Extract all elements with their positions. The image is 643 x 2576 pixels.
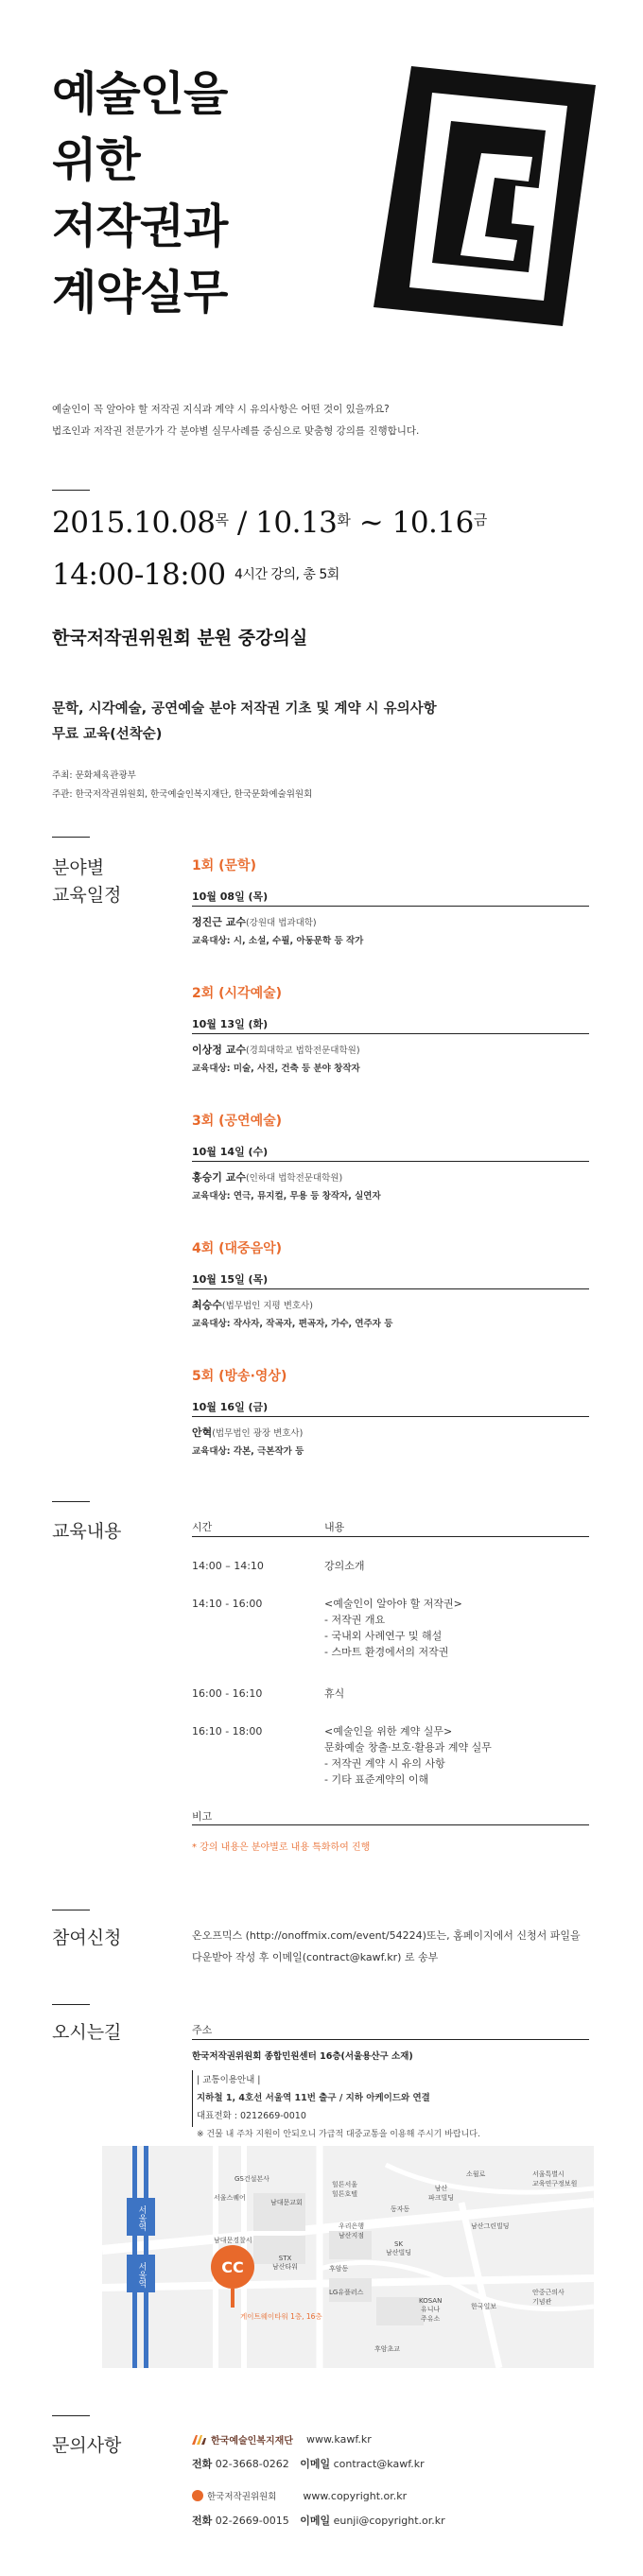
location-map[interactable] (102, 2146, 594, 2368)
transit-label: | 교통이용안내 | (197, 2075, 261, 2085)
title-line-4: 계약실무 (52, 266, 228, 320)
session-date: 10월 08일 (목) (192, 890, 269, 903)
date-sep: / (228, 506, 256, 540)
address-text: 한국저작권위원회 종합민원센터 16층(서울용산구 소재) (192, 2051, 413, 2062)
session-title: 4회 (대중음악) (192, 1241, 283, 1256)
map-label: LG유플러스 (329, 2289, 364, 2296)
lecturer-affiliation: (법무법인 광장 변호사) (212, 1428, 304, 1439)
map-label: 남대문경찰서 (214, 2237, 252, 2244)
map-label: 동자동 (391, 2205, 410, 2213)
lecturer-name: 최승수 (192, 1299, 222, 1311)
day-1: 목 (215, 511, 229, 528)
event-desc-2: 무료 교육(선착순) (52, 727, 163, 742)
event-venue: 한국저작권위원회 분원 중강의실 (52, 628, 308, 648)
org2-phone: 02-2669-0015 (215, 2515, 289, 2527)
session-date: 10월 14일 (수) (192, 1146, 269, 1158)
session-divider (192, 906, 589, 907)
map-label: 우리은행 남산지점 (339, 2222, 365, 2239)
session-divider (192, 1288, 589, 1289)
event-time: 14:00-18:00 (52, 558, 226, 592)
lecturer-name: 이상정 교수 (192, 1044, 246, 1056)
schedule-label-2: 교육일정 (52, 885, 122, 906)
session-divider (192, 1416, 589, 1417)
session-lecturer (192, 1297, 313, 1312)
intro-line-2: 법조인과 저작권 전문가가 각 분야별 실무사례를 중심으로 맞춤형 강의를 진행합니다. (52, 425, 420, 437)
date-3: 10.16 (391, 506, 474, 540)
phone-text: 대표전화 : 0212669-0010 (197, 2111, 306, 2121)
session-date: 10월 16일 (금) (192, 1401, 269, 1413)
session-target: 교육대상: 시, 소설, 수필, 아동문학 등 작가 (192, 936, 364, 946)
session-title: 5회 (방송·영상) (192, 1369, 287, 1384)
col-content-header: 내용 (324, 1521, 345, 1533)
map-label: 힐튼서울 힐튼호텔 (332, 2181, 358, 2198)
row-content: 강의소개 (324, 1560, 365, 1572)
title-line-3: 저작권과 (52, 199, 228, 253)
event-dates (52, 506, 487, 540)
session-divider (192, 1033, 589, 1034)
org2-email-label: 이메일 (300, 2515, 331, 2527)
session-lecturer (192, 914, 317, 929)
content-label: 교육내용 (52, 1521, 122, 1542)
map-label: 남산그린빌딩 (471, 2222, 510, 2230)
map-label: 소월로 (466, 2170, 486, 2178)
intro-line-1: 예술인이 꼭 알아야 할 저작권 지식과 계약 시 유의사항은 어떤 것이 있을까요? (52, 404, 390, 415)
address-rule (192, 2039, 589, 2040)
map-label: GS건설본사 (235, 2175, 269, 2183)
org2-phone-label: 전화 (192, 2515, 213, 2527)
note-rule (192, 1824, 589, 1825)
divider (52, 2004, 90, 2005)
row-content: 휴식 (324, 1687, 345, 1700)
event-time-row (52, 558, 339, 592)
lecturer-name: 홍승기 교수 (192, 1171, 246, 1184)
row-time: 14:00 – 14:10 (192, 1560, 264, 1572)
title-line-2: 위한 (52, 133, 140, 187)
session-divider (192, 1161, 589, 1162)
org1-row (192, 2432, 372, 2446)
map-label: 안중근의사 기념관 (532, 2289, 565, 2306)
session-target: 교육대상: 연극, 뮤지컬, 무용 등 창작자, 실연자 (192, 1191, 381, 1202)
marker-label: 게이트웨이타워 1층, 16층 (240, 2312, 322, 2321)
event-host: 주최: 문화체육관광부 (52, 770, 136, 781)
map-label: 서울특별시 교육연구정보원 (532, 2170, 578, 2187)
col-time-header: 시간 (192, 1521, 213, 1533)
divider (52, 837, 90, 838)
org1-phone-label: 전화 (192, 2458, 213, 2470)
map-label: STX 남산타워 (272, 2255, 299, 2271)
lecturer-affiliation: (강원대 법과대학) (245, 918, 317, 928)
session-date: 10월 13일 (화) (192, 1018, 269, 1030)
row-content: <예술인이 알아야 할 저작권> - 저작권 개요 - 국내외 사례연구 및 해설 - 스마트 환경에서의 저작권 (324, 1598, 462, 1658)
address-label: 주소 (192, 2024, 213, 2036)
date-tilde: ~ (350, 506, 392, 540)
date-2: 10.13 (255, 506, 338, 540)
session-lecturer (192, 1042, 360, 1057)
org1-name: 한국예술인복지재단 (211, 2436, 293, 2446)
lecturer-affiliation: (인하대 법학전문대학원) (245, 1173, 343, 1184)
session-title: 2회 (시각예술) (192, 986, 283, 1001)
title-line-1: 예술인을 (52, 67, 228, 121)
apply-label: 참여신청 (52, 1928, 122, 1948)
table-header-rule (192, 1536, 589, 1537)
map-label: 남대문교회 (270, 2199, 303, 2206)
org1-email-label: 이메일 (300, 2458, 331, 2470)
parking-note: ※ 건물 내 주차 지원이 안되오니 가급적 대중교통을 이용해 주시기 바랍니다. (197, 2130, 480, 2139)
org1-site[interactable]: www.kawf.kr (305, 2433, 372, 2446)
org2-contact (192, 2513, 445, 2528)
session-date: 10월 15일 (목) (192, 1273, 269, 1286)
org2-name: 한국저작권위원회 (207, 2492, 277, 2502)
row-time: 16:10 - 18:00 (192, 1725, 263, 1738)
day-3: 금 (473, 511, 487, 528)
lecturer-name: 정진근 교수 (192, 916, 246, 928)
org2-email[interactable]: eunji@copyright.or.kr (333, 2515, 445, 2527)
event-time-note: 4시간 강의, 총 5회 (235, 567, 339, 582)
row-content: <예술인을 위한 계약 실무> 문화예술 창출·보호·활용과 계약 실무 - 저작권 계약 시 유의 사항 - 기타 표준계약의 이해 (324, 1725, 492, 1786)
divider (52, 490, 90, 491)
contact-label: 문의사항 (52, 2435, 122, 2456)
day-2: 화 (337, 511, 351, 528)
session-title: 1회 (문학) (192, 858, 256, 873)
session-title: 3회 (공연예술) (192, 1114, 283, 1129)
map-label: 서울스퀘어 (214, 2194, 246, 2202)
transit-bar (192, 2070, 193, 2127)
marker-pin (231, 2289, 235, 2308)
lecturer-affiliation: (법무법인 지평 변호사) (221, 1301, 313, 1311)
session-target: 교육대상: 작사자, 작곡자, 편곡자, 가수, 연주자 등 (192, 1319, 393, 1329)
note-text: * 강의 내용은 분야별로 내용 특화하여 진행 (192, 1842, 371, 1853)
org2-row (192, 2489, 407, 2502)
kawf-logo-icon (192, 2435, 207, 2445)
apply-line-1: 온오프믹스 (http://onoffmix.com/event/54224)또는, 홈페이지에서 신청서 파일을 (192, 1929, 581, 1942)
map-label-station: 서울역 (136, 2261, 147, 2288)
divider (52, 2415, 90, 2416)
directions-label: 오시는길 (52, 2022, 122, 2043)
copyright-logo-icon (192, 2490, 203, 2501)
date-1: 2015.10.08 (52, 506, 216, 540)
map-label: 남산 파크빌딩 (428, 2185, 455, 2202)
session-target: 교육대상: 미술, 사진, 건축 등 분야 창작자 (192, 1063, 360, 1074)
org2-site[interactable]: www.copyright.or.kr (303, 2489, 408, 2502)
map-label: 후암초교 (374, 2345, 401, 2353)
map-label: 후암동 (329, 2265, 349, 2273)
map-label: KOSAN 유니나 주유소 (419, 2297, 443, 2323)
schedule-label-1: 분야별 (52, 857, 105, 878)
apply-line-2: 다운받아 작성 후 이메일(contract@kawf.kr) 로 송부 (192, 1951, 439, 1963)
note-label: 비고 (192, 1810, 213, 1823)
divider (52, 1501, 90, 1502)
event-desc-1: 문학, 시각예술, 공연예술 분야 저작권 기초 및 계약 시 유의사항 (52, 701, 437, 717)
event-organizer: 주관: 한국저작권위원회, 한국예술인복지재단, 한국문화예술위원회 (52, 789, 313, 800)
session-lecturer (192, 1425, 303, 1440)
lecturer-name: 안혁 (192, 1426, 213, 1439)
org1-email[interactable]: contract@kawf.kr (333, 2458, 425, 2470)
org1-contact (192, 2456, 425, 2471)
session-lecturer (192, 1169, 342, 1184)
map-label: 한국일보 (471, 2303, 497, 2310)
map-label-station: 서울역 (136, 2204, 147, 2231)
c-logo-icon (374, 66, 596, 326)
session-target: 교육대상: 각본, 극본작가 등 (192, 1446, 304, 1457)
location-marker-icon: CC (211, 2245, 254, 2289)
map-label: SK 남산빌딩 (386, 2240, 412, 2256)
row-time: 16:00 - 16:10 (192, 1687, 263, 1700)
transit-text (197, 2090, 430, 2103)
lecturer-affiliation: (경희대학교 법학전문대학원) (245, 1046, 360, 1056)
transit-value: 지하철 1, 4호선 서울역 11번 출구 / 지하 아케이드와 연결 (197, 2093, 430, 2103)
org1-phone: 02-3668-0262 (215, 2458, 289, 2470)
row-time: 14:10 - 16:00 (192, 1598, 263, 1610)
